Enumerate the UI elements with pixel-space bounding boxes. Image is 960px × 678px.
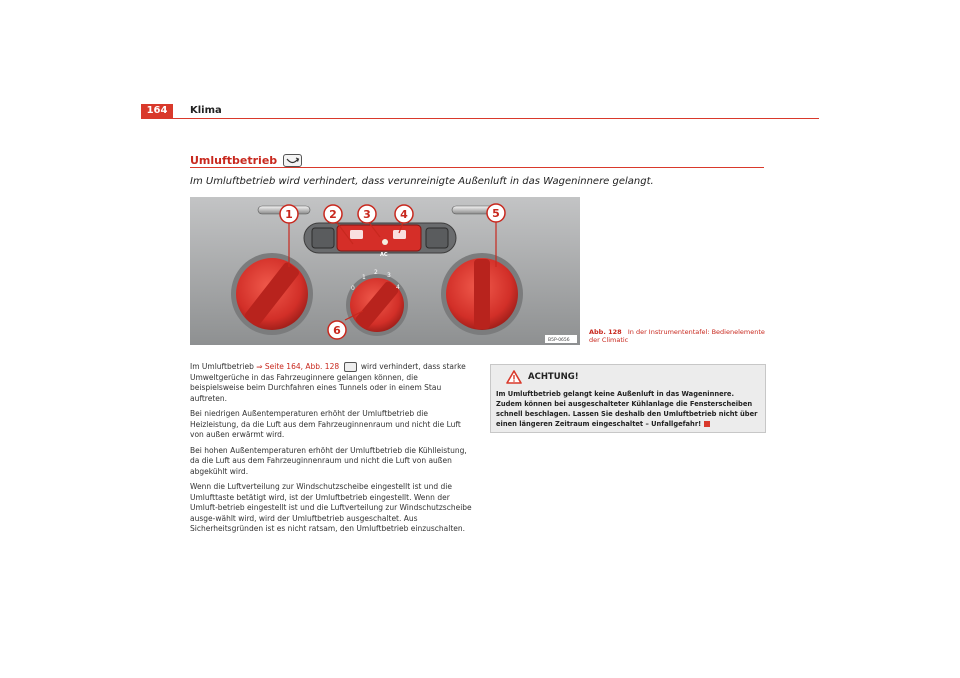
recirculation-icon — [344, 362, 357, 372]
warning-text: Im Umluftbetrieb gelangt keine Außenluft in das Wageninnere. Zudem können bei ausgeschalteter Kühlanlage die Fensterscheiben schnell beschlagen. Lassen Sie deshalb den Umluftbetrieb nicht über einen längeren Zeitraum eingeschaltet – Unfallgefahr! — [496, 390, 758, 428]
warning-box — [490, 364, 766, 433]
air-distribution-knob — [441, 253, 523, 335]
page-number: 164 — [141, 104, 173, 118]
caption-text: In der Instrumententafel: Bedienelemente der Climatic — [589, 328, 765, 344]
header-divider — [141, 118, 819, 119]
callout-3: 3 — [363, 208, 371, 221]
button-strip — [304, 223, 456, 258]
ac-label: AC — [380, 252, 388, 258]
climatic-controls-figure — [190, 197, 580, 345]
section-lead: Im Umluftbetrieb wird verhindert, dass verunreinigte Außenluft in das Wageninnere gelangt. — [190, 176, 654, 187]
fan-scale-3: 3 — [387, 272, 391, 279]
warning-triangle-icon — [506, 370, 522, 384]
figure-reference-link[interactable]: ⇒ Seite 164, Abb. 128 — [256, 362, 340, 371]
temperature-knob — [231, 253, 313, 335]
callout-5: 5 — [492, 207, 500, 220]
end-mark-icon — [704, 421, 710, 427]
callout-4: 4 — [400, 208, 408, 221]
chapter-title: Klima — [190, 105, 222, 116]
body-paragraph-1: Im Umluftbetrieb ⇒ Seite 164, Abb. 128 wird verhindert, dass starke Umweltgerüche in das Fahrzeuginnere gelangen können, die beispielsweise beim Durchfahren eines Tunnels oder in einem Stau auftreten. — [190, 362, 466, 403]
fan-scale-4: 4 — [396, 284, 400, 291]
warning-text-container — [496, 389, 758, 429]
recirculation-icon — [283, 154, 302, 167]
body-text — [190, 362, 472, 540]
body-paragraph-3: Bei hohen Außentemperaturen erhöht der Umluftbetrieb die Kühlleistung, da die Luft aus dem Fahrzeuginnenraum und nicht die Luft von außen abgekühlt wird. — [190, 445, 467, 476]
fan-scale-0: 0 — [351, 285, 355, 292]
section-title: Umluftbetrieb — [190, 154, 278, 167]
warning-title: ACHTUNG! — [528, 372, 579, 382]
fan-scale-2: 2 — [374, 269, 378, 276]
body-paragraph-2: Bei niedrigen Außentemperaturen erhöht der Umluftbetrieb die Heizleistung, da die Luft aus dem Fahrzeuginnenraum und nicht die Luft von außen erwärmt wird. — [190, 409, 461, 439]
callout-6: 6 — [333, 324, 341, 337]
fan-scale-1: 1 — [362, 274, 366, 281]
warning-header — [506, 370, 579, 384]
caption-label: Abb. 128 — [589, 328, 622, 336]
callout-2: 2 — [329, 208, 337, 221]
section-heading — [190, 154, 302, 167]
figure-caption — [589, 328, 769, 344]
callout-1: 1 — [285, 208, 293, 221]
body-paragraph-4: Wenn die Luftverteilung zur Windschutzscheibe eingestellt ist und die Umlufttaste betätigt wird, ist der Umluftbetrieb eingestellt. Wenn der Umluft-betrieb eingestellt ist und die Luftverteilung zur Windschutzscheibe ausge-wählt wird, wird der Umluftbetrieb ausgeschaltet. Aus Sicherheitsgründen ist es nicht ratsam, den Umluftbetrieb einzuschalten. — [190, 482, 472, 533]
figure-code: B5P-0656 — [548, 338, 570, 343]
section-divider — [190, 167, 764, 168]
